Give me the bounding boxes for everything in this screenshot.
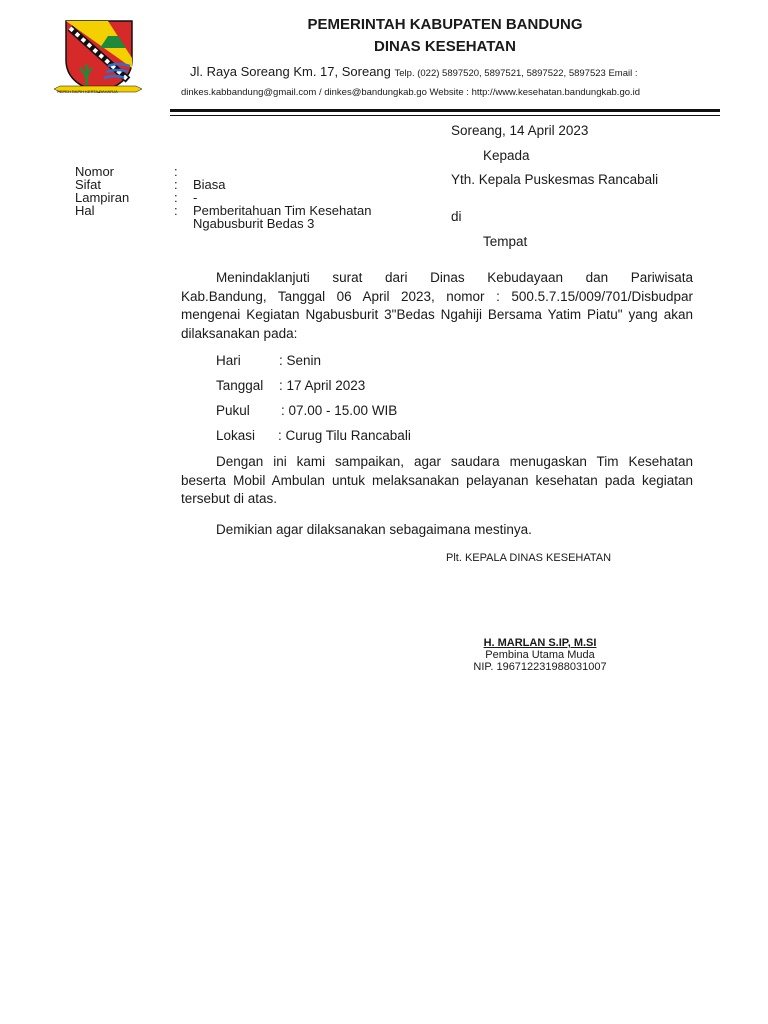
detail-label-hari: Hari (216, 353, 241, 368)
addressee: Yth. Kepala Puskesmas Rancabali (451, 172, 659, 187)
detail-label-pukul: Pukul (216, 403, 250, 418)
lampiran-label: Lampiran (75, 190, 130, 205)
request-continuation: beserta Mobil Ambulan untuk melaksanakan pelayanan kesehatan pada kegiatan tersebut di atas. (181, 472, 693, 506)
intro-first-line: Menindaklanjuti surat dari Dinas Kebudayaan dan Pariwisata (216, 270, 693, 285)
nomor-label: Nomor (75, 164, 115, 179)
kepada-label: Kepada (483, 148, 530, 163)
sifat-value: Biasa (193, 177, 226, 192)
phone-line: Telp. (022) 5897520, 5897521, 5897522, 5897523 Email : (394, 68, 638, 79)
government-heading: PEMERINTAH KABUPATEN BANDUNG (307, 16, 583, 33)
signatory-title: Plt. KEPALA DINAS KESEHATAN (446, 552, 612, 564)
detail-label-lokasi: Lokasi (216, 428, 256, 443)
header-divider-thin (170, 115, 720, 116)
hal-value-line1: Pemberitahuan Tim Kesehatan (193, 203, 372, 218)
regency-emblem-logo (48, 18, 148, 98)
address-text: Jl. Raya Soreang Km. 17, Soreang (190, 64, 391, 79)
intro-continuation: Kab.Bandung, Tanggal 06 April 2023, nomor : 500.5.7.15/009/701/Disbudpar mengenai Kegiatan Ngabusburit 3"Bedas Ngahiji Bersama Yatim Piatu" yang akan dilaksanakan pada: (181, 288, 693, 341)
place-date: Soreang, 14 April 2023 (451, 123, 589, 138)
request-paragraph (181, 453, 693, 509)
signatory-nip: NIP. 196712231988031007 (473, 661, 607, 673)
detail-label-tanggal: Tanggal (216, 378, 264, 393)
hal-label: Hal (75, 203, 95, 218)
contact-line: dinkes.kabbandung@gmail.com / dinkes@bandungkab.go Website : http://www.kesehatan.bandungkab.go.id (181, 87, 641, 98)
request-first-line: Dengan ini kami sampaikan, agar saudara menugaskan Tim Kesehatan (216, 454, 693, 469)
sifat-colon: : (174, 177, 178, 192)
header-divider-thick (170, 109, 720, 112)
intro-paragraph (181, 269, 693, 343)
lampiran-value: - (193, 190, 198, 205)
lampiran-colon: : (174, 190, 178, 205)
hal-value-line2: Ngabusburit Bedas 3 (193, 216, 315, 231)
detail-value-pukul: : 07.00 - 15.00 WIB (281, 403, 398, 418)
di-label: di (451, 209, 462, 224)
hal-colon: : (174, 203, 178, 218)
signatory-name: H. MARLAN S.IP, M.SI (483, 637, 597, 649)
sifat-label: Sifat (75, 177, 102, 192)
agency-heading: DINAS KESEHATAN (374, 38, 516, 55)
signatory-rank: Pembina Utama Muda (485, 649, 595, 661)
nomor-colon: : (174, 164, 178, 179)
detail-value-tanggal: : 17 April 2023 (279, 378, 366, 393)
detail-value-lokasi: : Curug Tilu Rancabali (278, 428, 411, 443)
detail-value-hari: : Senin (279, 353, 322, 368)
tempat-label: Tempat (483, 234, 528, 249)
logo-motto-ribbon: REPEH RAPIH KERTA RAHARJA (57, 89, 118, 94)
closing-sentence: Demikian agar dilaksanakan sebagaimana mestinya. (216, 522, 532, 537)
address-line (190, 64, 638, 79)
